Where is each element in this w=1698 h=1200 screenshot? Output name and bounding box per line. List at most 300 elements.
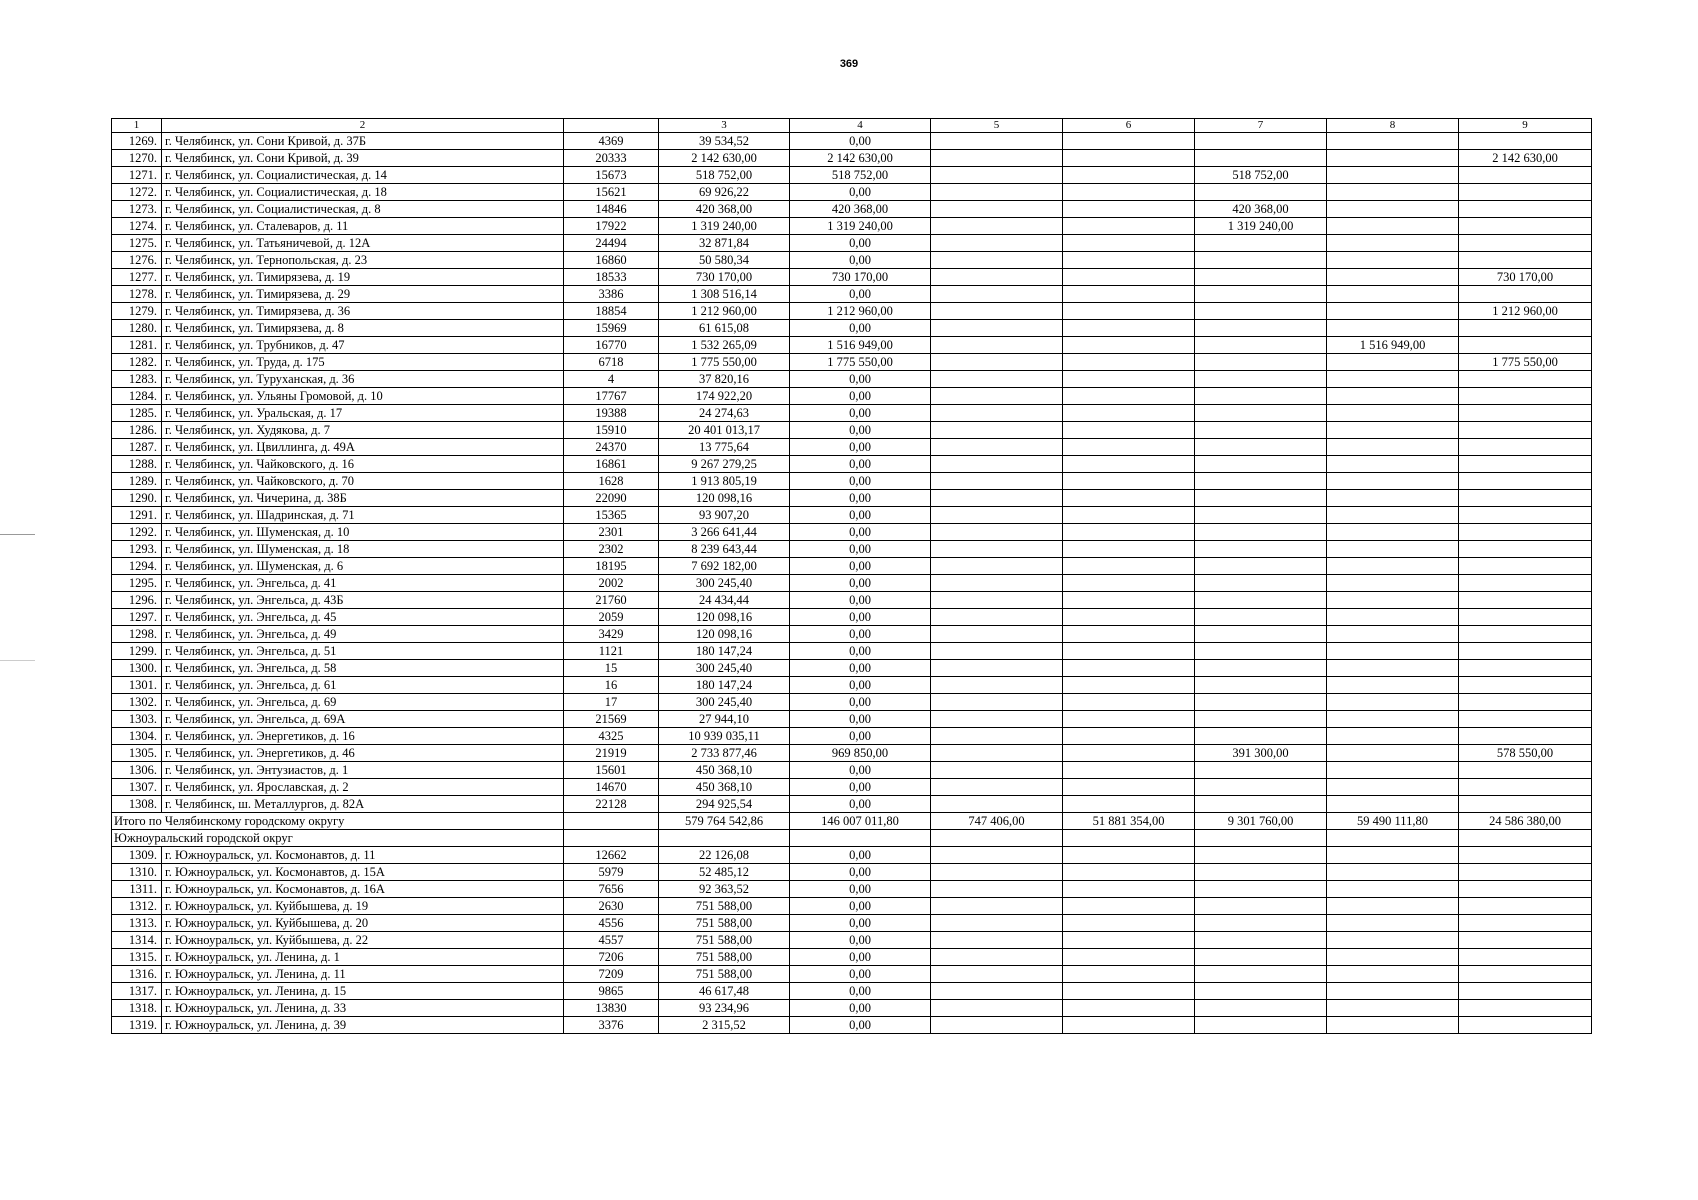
value-cell	[931, 490, 1063, 507]
value-cell	[1195, 235, 1327, 252]
value-cell	[1063, 133, 1195, 150]
code-cell: 4369	[564, 133, 659, 150]
value-cell	[1195, 337, 1327, 354]
value-cell: 0,00	[790, 983, 931, 1000]
address-cell: г. Челябинск, ул. Трубников, д. 47	[162, 337, 564, 354]
value-cell: 0,00	[790, 575, 931, 592]
table-row	[112, 456, 1592, 473]
value-cell	[1459, 456, 1592, 473]
value-cell	[1327, 694, 1459, 711]
row-number: 1286.	[112, 422, 162, 439]
address-cell: г. Челябинск, ул. Энгельса, д. 51	[162, 643, 564, 660]
table-row	[112, 1017, 1592, 1034]
table-row	[112, 337, 1592, 354]
row-number: 1305.	[112, 745, 162, 762]
value-cell	[931, 252, 1063, 269]
value-cell	[1459, 167, 1592, 184]
value-cell: 0,00	[790, 490, 931, 507]
table-row	[112, 711, 1592, 728]
value-cell	[1459, 932, 1592, 949]
value-cell: 1 516 949,00	[1327, 337, 1459, 354]
value-cell	[1195, 371, 1327, 388]
value-cell	[1063, 303, 1195, 320]
table-row	[112, 371, 1592, 388]
address-cell: г. Южноуральск, ул. Ленина, д. 33	[162, 1000, 564, 1017]
value-cell	[931, 932, 1063, 949]
value-cell	[1327, 643, 1459, 660]
value-cell: 2 142 630,00	[1459, 150, 1592, 167]
value-cell	[931, 303, 1063, 320]
value-cell	[1459, 133, 1592, 150]
value-cell	[1063, 915, 1195, 932]
code-cell: 15621	[564, 184, 659, 201]
value-cell: 0,00	[790, 881, 931, 898]
code-cell: 14670	[564, 779, 659, 796]
header-cell: 7	[1195, 119, 1327, 133]
value-cell	[1195, 269, 1327, 286]
row-number: 1283.	[112, 371, 162, 388]
value-cell	[1459, 422, 1592, 439]
address-cell: г. Южноуральск, ул. Ленина, д. 1	[162, 949, 564, 966]
value-cell: 2 315,52	[659, 1017, 790, 1034]
value-cell	[931, 150, 1063, 167]
value-cell: 420 368,00	[1195, 201, 1327, 218]
address-cell: г. Южноуральск, ул. Куйбышева, д. 20	[162, 915, 564, 932]
value-cell	[931, 320, 1063, 337]
table-row	[112, 575, 1592, 592]
value-cell: 578 550,00	[1459, 745, 1592, 762]
value-cell	[931, 796, 1063, 813]
value-cell	[1063, 286, 1195, 303]
value-cell	[931, 201, 1063, 218]
address-cell: г. Челябинск, ул. Татьяничевой, д. 12А	[162, 235, 564, 252]
value-cell	[1459, 847, 1592, 864]
address-cell: г. Южноуральск, ул. Космонавтов, д. 16А	[162, 881, 564, 898]
empty-cell	[790, 830, 931, 847]
value-cell: 0,00	[790, 932, 931, 949]
value-cell: 450 368,10	[659, 762, 790, 779]
value-cell	[1063, 405, 1195, 422]
value-cell	[1195, 592, 1327, 609]
value-cell	[1327, 541, 1459, 558]
value-cell	[1459, 983, 1592, 1000]
address-cell: г. Челябинск, ул. Энгельса, д. 45	[162, 609, 564, 626]
code-cell: 20333	[564, 150, 659, 167]
value-cell	[1459, 371, 1592, 388]
value-cell: 0,00	[790, 626, 931, 643]
table-row	[112, 490, 1592, 507]
value-cell: 46 617,48	[659, 983, 790, 1000]
value-cell	[931, 422, 1063, 439]
header-cell	[564, 119, 659, 133]
row-number: 1314.	[112, 932, 162, 949]
table-row	[112, 1000, 1592, 1017]
empty-cell	[564, 830, 659, 847]
row-number: 1273.	[112, 201, 162, 218]
header-cell: 1	[112, 119, 162, 133]
value-cell: 120 098,16	[659, 490, 790, 507]
value-cell	[1063, 371, 1195, 388]
row-number: 1285.	[112, 405, 162, 422]
value-cell	[1327, 133, 1459, 150]
value-cell	[1195, 898, 1327, 915]
address-cell: г. Челябинск, ул. Энгельса, д. 49	[162, 626, 564, 643]
value-cell: 0,00	[790, 541, 931, 558]
row-number: 1275.	[112, 235, 162, 252]
value-cell	[1327, 592, 1459, 609]
value-cell	[931, 337, 1063, 354]
value-cell	[931, 779, 1063, 796]
value-cell	[1327, 422, 1459, 439]
value-cell	[1195, 643, 1327, 660]
value-cell	[1195, 1000, 1327, 1017]
code-cell: 5979	[564, 864, 659, 881]
value-cell	[1327, 983, 1459, 1000]
value-cell	[1327, 507, 1459, 524]
value-cell	[1063, 235, 1195, 252]
value-cell	[1063, 167, 1195, 184]
value-cell	[1195, 558, 1327, 575]
value-cell: 0,00	[790, 966, 931, 983]
value-cell	[1195, 354, 1327, 371]
code-cell: 7209	[564, 966, 659, 983]
empty-cell	[931, 830, 1063, 847]
value-cell	[1063, 881, 1195, 898]
total-value-cell: 51 881 354,00	[1063, 813, 1195, 830]
empty-cell	[1063, 830, 1195, 847]
row-number: 1312.	[112, 898, 162, 915]
table-row	[112, 677, 1592, 694]
address-cell: г. Челябинск, ул. Шуменская, д. 10	[162, 524, 564, 541]
value-cell: 0,00	[790, 439, 931, 456]
code-cell: 13830	[564, 1000, 659, 1017]
code-cell: 4557	[564, 932, 659, 949]
value-cell	[1063, 711, 1195, 728]
row-number: 1306.	[112, 762, 162, 779]
value-cell	[1459, 1000, 1592, 1017]
code-cell: 1628	[564, 473, 659, 490]
value-cell	[1063, 575, 1195, 592]
value-cell	[1063, 626, 1195, 643]
value-cell	[1459, 915, 1592, 932]
value-cell: 0,00	[790, 847, 931, 864]
value-cell: 22 126,08	[659, 847, 790, 864]
empty-cell	[1195, 830, 1327, 847]
address-cell: г. Челябинск, ул. Туруханская, д. 36	[162, 371, 564, 388]
value-cell: 0,00	[790, 507, 931, 524]
value-cell	[1063, 473, 1195, 490]
code-cell: 2630	[564, 898, 659, 915]
value-cell: 0,00	[790, 796, 931, 813]
row-number: 1299.	[112, 643, 162, 660]
value-cell: 2 142 630,00	[790, 150, 931, 167]
value-cell	[931, 439, 1063, 456]
value-cell	[931, 218, 1063, 235]
row-number: 1271.	[112, 167, 162, 184]
value-cell	[1063, 1000, 1195, 1017]
value-cell	[1063, 150, 1195, 167]
value-cell: 751 588,00	[659, 966, 790, 983]
row-number: 1294.	[112, 558, 162, 575]
value-cell: 300 245,40	[659, 694, 790, 711]
code-cell: 15673	[564, 167, 659, 184]
value-cell	[931, 643, 1063, 660]
row-number: 1270.	[112, 150, 162, 167]
value-cell	[1063, 524, 1195, 541]
value-cell	[1195, 541, 1327, 558]
code-cell: 18533	[564, 269, 659, 286]
value-cell: 0,00	[790, 456, 931, 473]
value-cell: 1 775 550,00	[790, 354, 931, 371]
table-row	[112, 796, 1592, 813]
table-row	[112, 167, 1592, 184]
address-cell: г. Челябинск, ул. Энергетиков, д. 16	[162, 728, 564, 745]
header-cell: 4	[790, 119, 931, 133]
row-number: 1296.	[112, 592, 162, 609]
value-cell	[1459, 660, 1592, 677]
value-cell: 0,00	[790, 949, 931, 966]
table-row	[112, 320, 1592, 337]
code-cell: 15601	[564, 762, 659, 779]
value-cell: 0,00	[790, 286, 931, 303]
value-cell	[1327, 184, 1459, 201]
value-cell: 730 170,00	[790, 269, 931, 286]
address-cell: г. Челябинск, ул. Тимирязева, д. 36	[162, 303, 564, 320]
row-number: 1272.	[112, 184, 162, 201]
empty-cell	[1459, 830, 1592, 847]
row-number: 1317.	[112, 983, 162, 1000]
address-cell: г. Челябинск, ул. Социалистическая, д. 14	[162, 167, 564, 184]
value-cell	[1327, 320, 1459, 337]
value-cell	[1195, 949, 1327, 966]
code-cell: 24494	[564, 235, 659, 252]
value-cell	[1195, 881, 1327, 898]
value-cell: 2 142 630,00	[659, 150, 790, 167]
value-cell	[1195, 422, 1327, 439]
value-cell	[931, 235, 1063, 252]
value-cell: 8 239 643,44	[659, 541, 790, 558]
value-cell	[931, 184, 1063, 201]
total-value-cell: 747 406,00	[931, 813, 1063, 830]
value-cell	[1459, 184, 1592, 201]
code-cell: 2059	[564, 609, 659, 626]
value-cell	[1063, 643, 1195, 660]
row-number: 1288.	[112, 456, 162, 473]
value-cell	[1195, 507, 1327, 524]
value-cell	[1327, 235, 1459, 252]
value-cell: 1 319 240,00	[790, 218, 931, 235]
value-cell: 52 485,12	[659, 864, 790, 881]
value-cell	[1327, 677, 1459, 694]
value-cell: 1 308 516,14	[659, 286, 790, 303]
code-cell: 21569	[564, 711, 659, 728]
row-number: 1277.	[112, 269, 162, 286]
address-cell: г. Южноуральск, ул. Ленина, д. 11	[162, 966, 564, 983]
code-cell: 1121	[564, 643, 659, 660]
table-row	[112, 881, 1592, 898]
value-cell	[1063, 796, 1195, 813]
value-cell	[931, 133, 1063, 150]
value-cell	[1195, 524, 1327, 541]
value-cell	[931, 966, 1063, 983]
table-row	[112, 728, 1592, 745]
value-cell	[931, 898, 1063, 915]
code-cell: 16861	[564, 456, 659, 473]
value-cell: 0,00	[790, 898, 931, 915]
table-row	[112, 150, 1592, 167]
value-cell: 391 300,00	[1195, 745, 1327, 762]
value-cell	[1063, 762, 1195, 779]
code-cell: 3376	[564, 1017, 659, 1034]
table-row	[112, 779, 1592, 796]
value-cell: 1 319 240,00	[659, 218, 790, 235]
code-cell: 7656	[564, 881, 659, 898]
value-cell	[1327, 371, 1459, 388]
value-cell: 0,00	[790, 524, 931, 541]
row-number: 1308.	[112, 796, 162, 813]
row-number: 1303.	[112, 711, 162, 728]
value-cell: 0,00	[790, 779, 931, 796]
value-cell	[1459, 626, 1592, 643]
value-cell	[1327, 286, 1459, 303]
value-cell	[1327, 490, 1459, 507]
row-number: 1289.	[112, 473, 162, 490]
value-cell: 300 245,40	[659, 575, 790, 592]
code-cell: 4556	[564, 915, 659, 932]
code-cell: 17922	[564, 218, 659, 235]
value-cell	[1063, 949, 1195, 966]
value-cell: 730 170,00	[659, 269, 790, 286]
value-cell	[1459, 1017, 1592, 1034]
value-cell: 0,00	[790, 762, 931, 779]
table-row	[112, 269, 1592, 286]
table-row	[112, 983, 1592, 1000]
value-cell	[1327, 388, 1459, 405]
value-cell	[1327, 966, 1459, 983]
register-body	[112, 119, 1592, 1034]
value-cell	[1195, 439, 1327, 456]
row-number: 1291.	[112, 507, 162, 524]
value-cell	[1063, 660, 1195, 677]
address-cell: г. Челябинск, ул. Энгельса, д. 41	[162, 575, 564, 592]
address-cell: г. Челябинск, ул. Сони Кривой, д. 37Б	[162, 133, 564, 150]
value-cell: 0,00	[790, 864, 931, 881]
address-cell: г. Челябинск, ул. Энгельса, д. 69А	[162, 711, 564, 728]
value-cell	[1195, 150, 1327, 167]
value-cell	[1063, 490, 1195, 507]
value-cell	[1195, 796, 1327, 813]
table-row	[112, 541, 1592, 558]
code-cell: 17	[564, 694, 659, 711]
code-cell: 18854	[564, 303, 659, 320]
table-row	[112, 745, 1592, 762]
value-cell	[1327, 609, 1459, 626]
value-cell	[931, 286, 1063, 303]
table-row	[112, 762, 1592, 779]
value-cell	[931, 541, 1063, 558]
value-cell: 39 534,52	[659, 133, 790, 150]
value-cell	[1327, 1000, 1459, 1017]
total-value-cell: 9 301 760,00	[1195, 813, 1327, 830]
value-cell: 0,00	[790, 711, 931, 728]
address-cell: г. Челябинск, ул. Энергетиков, д. 46	[162, 745, 564, 762]
total-value-cell: 59 490 111,80	[1327, 813, 1459, 830]
table-row	[112, 966, 1592, 983]
table-row	[112, 201, 1592, 218]
code-cell: 19388	[564, 405, 659, 422]
value-cell	[1459, 286, 1592, 303]
value-cell	[931, 728, 1063, 745]
table-row	[112, 864, 1592, 881]
row-number: 1316.	[112, 966, 162, 983]
value-cell	[1195, 609, 1327, 626]
address-cell: г. Южноуральск, ул. Ленина, д. 39	[162, 1017, 564, 1034]
value-cell	[1327, 150, 1459, 167]
value-cell	[931, 762, 1063, 779]
value-cell	[1459, 796, 1592, 813]
table-row	[112, 932, 1592, 949]
value-cell: 27 944,10	[659, 711, 790, 728]
code-cell: 15910	[564, 422, 659, 439]
value-cell	[1327, 167, 1459, 184]
value-cell: 420 368,00	[659, 201, 790, 218]
row-number: 1293.	[112, 541, 162, 558]
value-cell	[1327, 915, 1459, 932]
section-row	[112, 830, 1592, 847]
value-cell	[1195, 728, 1327, 745]
value-cell	[931, 745, 1063, 762]
value-cell: 120 098,16	[659, 626, 790, 643]
table-row	[112, 847, 1592, 864]
code-cell: 4	[564, 371, 659, 388]
header-row	[112, 119, 1592, 133]
value-cell	[1327, 456, 1459, 473]
value-cell: 69 926,22	[659, 184, 790, 201]
row-number: 1302.	[112, 694, 162, 711]
value-cell: 1 913 805,19	[659, 473, 790, 490]
value-cell: 3 266 641,44	[659, 524, 790, 541]
value-cell	[931, 167, 1063, 184]
value-cell	[1327, 949, 1459, 966]
value-cell	[1327, 881, 1459, 898]
code-cell	[564, 813, 659, 830]
value-cell	[931, 915, 1063, 932]
value-cell	[1063, 1017, 1195, 1034]
value-cell: 37 820,16	[659, 371, 790, 388]
address-cell: г. Челябинск, ул. Социалистическая, д. 8	[162, 201, 564, 218]
value-cell: 0,00	[790, 405, 931, 422]
table-row	[112, 422, 1592, 439]
address-cell: г. Челябинск, ул. Тимирязева, д. 8	[162, 320, 564, 337]
value-cell	[931, 949, 1063, 966]
value-cell	[1063, 252, 1195, 269]
value-cell	[1327, 218, 1459, 235]
value-cell	[1459, 252, 1592, 269]
row-number: 1315.	[112, 949, 162, 966]
value-cell	[1195, 133, 1327, 150]
section-label: Южноуральский городской округ	[112, 830, 564, 847]
register-table	[111, 118, 1592, 1034]
value-cell	[1063, 779, 1195, 796]
header-cell: 8	[1327, 119, 1459, 133]
value-cell	[1063, 864, 1195, 881]
value-cell	[1327, 303, 1459, 320]
value-cell	[1327, 711, 1459, 728]
row-number: 1298.	[112, 626, 162, 643]
row-number: 1307.	[112, 779, 162, 796]
header-cell: 6	[1063, 119, 1195, 133]
value-cell: 0,00	[790, 915, 931, 932]
